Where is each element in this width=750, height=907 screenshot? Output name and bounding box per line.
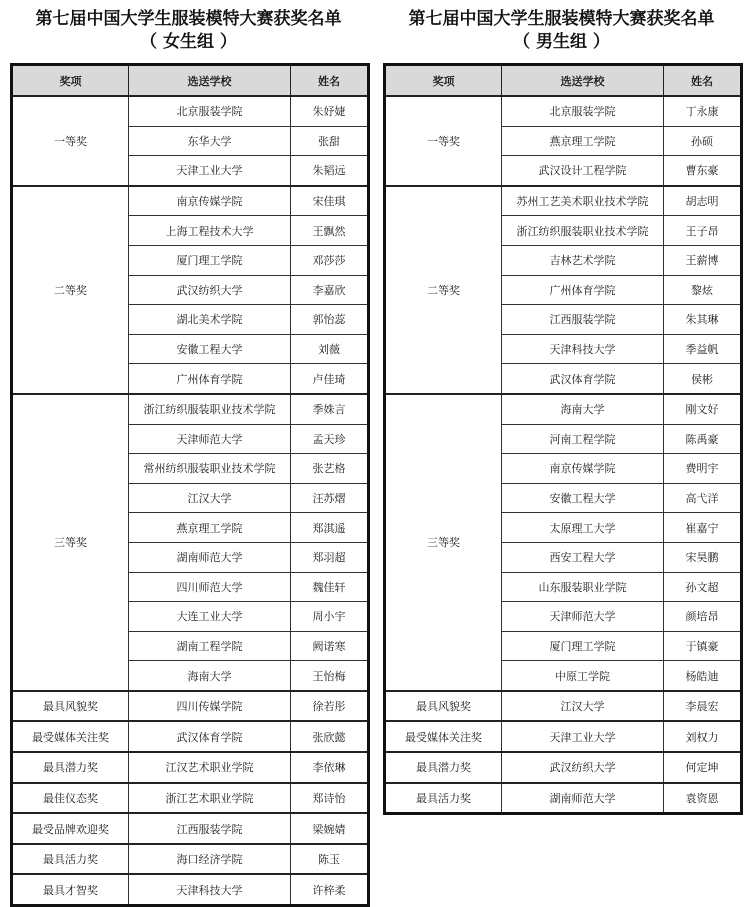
header-school: 选送学校	[502, 65, 664, 97]
name-cell: 张甜	[291, 126, 369, 156]
school-cell: 江汉艺术职业学院	[129, 752, 291, 783]
women-subtitle: （ 女生组 ）	[140, 32, 237, 52]
school-cell: 常州纺织服装职业技术学院	[129, 454, 291, 484]
name-cell: 季益帆	[664, 334, 742, 364]
name-cell: 朱妤婕	[291, 96, 369, 126]
name-cell: 邓莎莎	[291, 245, 369, 275]
school-cell: 天津工业大学	[502, 721, 664, 752]
women-title: 第七届中国大学生服装模特大赛获奖名单	[35, 9, 342, 29]
school-cell: 苏州工艺美术职业技术学院	[502, 186, 664, 216]
name-cell: 丁永康	[664, 96, 742, 126]
school-cell: 江西服装学院	[129, 813, 291, 844]
header-award: 奖项	[385, 65, 502, 97]
school-cell: 南京传媒学院	[502, 454, 664, 484]
name-cell: 梁婉婧	[291, 813, 369, 844]
school-cell: 南京传媒学院	[129, 186, 291, 216]
school-cell: 武汉体育学院	[129, 721, 291, 752]
name-cell: 魏佳轩	[291, 572, 369, 602]
school-cell: 北京服装学院	[129, 96, 291, 126]
name-cell: 杨皓迪	[664, 661, 742, 691]
name-cell: 陈禹豪	[664, 424, 742, 454]
name-cell: 高弋洋	[664, 483, 742, 513]
school-cell: 厦门理工学院	[502, 631, 664, 661]
name-cell: 郑羽超	[291, 542, 369, 572]
award-category-cell: 一等奖	[385, 96, 502, 186]
school-cell: 湖南师范大学	[129, 542, 291, 572]
award-category-cell: 三等奖	[12, 394, 129, 691]
name-cell: 阙诺寒	[291, 631, 369, 661]
women-award-table	[10, 63, 370, 907]
school-cell: 太原理工大学	[502, 513, 664, 543]
table-row	[12, 691, 369, 722]
name-cell: 何定坤	[664, 752, 742, 783]
school-cell: 浙江纺织服装职业技术学院	[502, 216, 664, 246]
header-name: 姓名	[291, 65, 369, 97]
school-cell: 海南大学	[129, 661, 291, 691]
name-cell: 侯彬	[664, 364, 742, 394]
school-cell: 江西服装学院	[502, 305, 664, 335]
table-row	[385, 721, 742, 752]
men-panel	[383, 0, 740, 805]
name-cell: 季姝言	[291, 394, 369, 424]
school-cell: 浙江纺织服装职业技术学院	[129, 394, 291, 424]
school-cell: 安徽工程大学	[129, 334, 291, 364]
name-cell: 郭怡蕊	[291, 305, 369, 335]
name-cell: 张艺格	[291, 454, 369, 484]
men-title: 第七届中国大学生服装模特大赛获奖名单	[408, 9, 715, 29]
table-row	[12, 752, 369, 783]
school-cell: 东华大学	[129, 126, 291, 156]
name-cell: 王飘然	[291, 216, 369, 246]
award-category-cell: 最具活力奖	[385, 783, 502, 814]
school-cell: 广州体育学院	[502, 275, 664, 305]
award-category-cell: 最具才智奖	[12, 874, 129, 905]
school-cell: 厦门理工学院	[129, 245, 291, 275]
school-cell: 河南工程学院	[502, 424, 664, 454]
table-row	[385, 691, 742, 722]
name-cell: 李晨宏	[664, 691, 742, 722]
table-row	[12, 813, 369, 844]
award-category-cell: 最具活力奖	[12, 844, 129, 875]
men-table-body	[385, 96, 742, 814]
name-cell: 徐若彤	[291, 691, 369, 722]
school-cell: 北京服装学院	[502, 96, 664, 126]
award-category-cell: 三等奖	[385, 394, 502, 691]
award-category-cell: 最具风貌奖	[385, 691, 502, 722]
table-row	[385, 783, 742, 814]
table-header-row	[12, 65, 369, 97]
school-cell: 武汉体育学院	[502, 364, 664, 394]
school-cell: 中原工学院	[502, 661, 664, 691]
school-cell: 四川师范大学	[129, 572, 291, 602]
school-cell: 天津师范大学	[129, 424, 291, 454]
name-cell: 崔嘉宁	[664, 513, 742, 543]
name-cell: 卢佳琦	[291, 364, 369, 394]
name-cell: 孟天珍	[291, 424, 369, 454]
name-cell: 刘薇	[291, 334, 369, 364]
women-table-body	[12, 96, 369, 906]
name-cell: 许梓柔	[291, 874, 369, 905]
name-cell: 颜培昂	[664, 602, 742, 632]
school-cell: 吉林艺术学院	[502, 245, 664, 275]
award-category-cell: 一等奖	[12, 96, 129, 186]
school-cell: 江汉大学	[129, 483, 291, 513]
header-school: 选送学校	[129, 65, 291, 97]
name-cell: 李嘉欣	[291, 275, 369, 305]
school-cell: 天津师范大学	[502, 602, 664, 632]
name-cell: 王怡梅	[291, 661, 369, 691]
table-header-row	[385, 65, 742, 97]
name-cell: 王子昂	[664, 216, 742, 246]
table-row	[12, 844, 369, 875]
men-subtitle: （ 男生组 ）	[513, 32, 610, 52]
table-row	[12, 96, 369, 126]
name-cell: 孙硕	[664, 126, 742, 156]
table-row	[385, 96, 742, 126]
school-cell: 武汉设计工程学院	[502, 156, 664, 186]
table-row	[385, 186, 742, 216]
name-cell: 郑诗怡	[291, 783, 369, 814]
name-cell: 袁资恩	[664, 783, 742, 814]
award-category-cell: 最具潜力奖	[12, 752, 129, 783]
name-cell: 刘权力	[664, 721, 742, 752]
school-cell: 天津科技大学	[129, 874, 291, 905]
table-row	[12, 874, 369, 905]
name-cell: 孙文超	[664, 572, 742, 602]
table-row	[385, 394, 742, 424]
school-cell: 广州体育学院	[129, 364, 291, 394]
table-row	[385, 752, 742, 783]
award-category-cell: 最受媒体关注奖	[12, 721, 129, 752]
award-category-cell: 最受品牌欢迎奖	[12, 813, 129, 844]
name-cell: 汪苏熠	[291, 483, 369, 513]
name-cell: 费明宇	[664, 454, 742, 484]
name-cell: 朱其琳	[664, 305, 742, 335]
name-cell: 黎炫	[664, 275, 742, 305]
school-cell: 天津科技大学	[502, 334, 664, 364]
award-category-cell: 最佳仪态奖	[12, 783, 129, 814]
award-category-cell: 二等奖	[385, 186, 502, 394]
award-category-cell: 二等奖	[12, 186, 129, 394]
school-cell: 燕京理工学院	[129, 513, 291, 543]
name-cell: 周小宇	[291, 602, 369, 632]
school-cell: 湖南师范大学	[502, 783, 664, 814]
header-award: 奖项	[12, 65, 129, 97]
name-cell: 陈玉	[291, 844, 369, 875]
school-cell: 大连工业大学	[129, 602, 291, 632]
school-cell: 天津工业大学	[129, 156, 291, 186]
table-row	[12, 721, 369, 752]
name-cell: 张欣懿	[291, 721, 369, 752]
table-row	[12, 783, 369, 814]
school-cell: 燕京理工学院	[502, 126, 664, 156]
school-cell: 海南大学	[502, 394, 664, 424]
name-cell: 胡志明	[664, 186, 742, 216]
school-cell: 湖北美术学院	[129, 305, 291, 335]
table-row	[12, 394, 369, 424]
name-cell: 李依琳	[291, 752, 369, 783]
table-row	[12, 186, 369, 216]
award-category-cell: 最受媒体关注奖	[385, 721, 502, 752]
name-cell: 宋昊鹏	[664, 542, 742, 572]
school-cell: 湖南工程学院	[129, 631, 291, 661]
award-category-cell: 最具风貌奖	[12, 691, 129, 722]
name-cell: 曹东豪	[664, 156, 742, 186]
school-cell: 西安工程大学	[502, 542, 664, 572]
name-cell: 王薪博	[664, 245, 742, 275]
school-cell: 安徽工程大学	[502, 483, 664, 513]
name-cell: 郑淇遥	[291, 513, 369, 543]
school-cell: 武汉纺织大学	[502, 752, 664, 783]
school-cell: 武汉纺织大学	[129, 275, 291, 305]
men-award-table	[383, 63, 743, 815]
name-cell: 刚文好	[664, 394, 742, 424]
school-cell: 四川传媒学院	[129, 691, 291, 722]
school-cell: 江汉大学	[502, 691, 664, 722]
school-cell: 浙江艺术职业学院	[129, 783, 291, 814]
name-cell: 朱韬远	[291, 156, 369, 186]
name-cell: 宋佳琪	[291, 186, 369, 216]
school-cell: 海口经济学院	[129, 844, 291, 875]
women-panel	[10, 0, 367, 897]
school-cell: 上海工程技术大学	[129, 216, 291, 246]
award-category-cell: 最具潜力奖	[385, 752, 502, 783]
name-cell: 于镇豪	[664, 631, 742, 661]
header-name: 姓名	[664, 65, 742, 97]
school-cell: 山东服装职业学院	[502, 572, 664, 602]
